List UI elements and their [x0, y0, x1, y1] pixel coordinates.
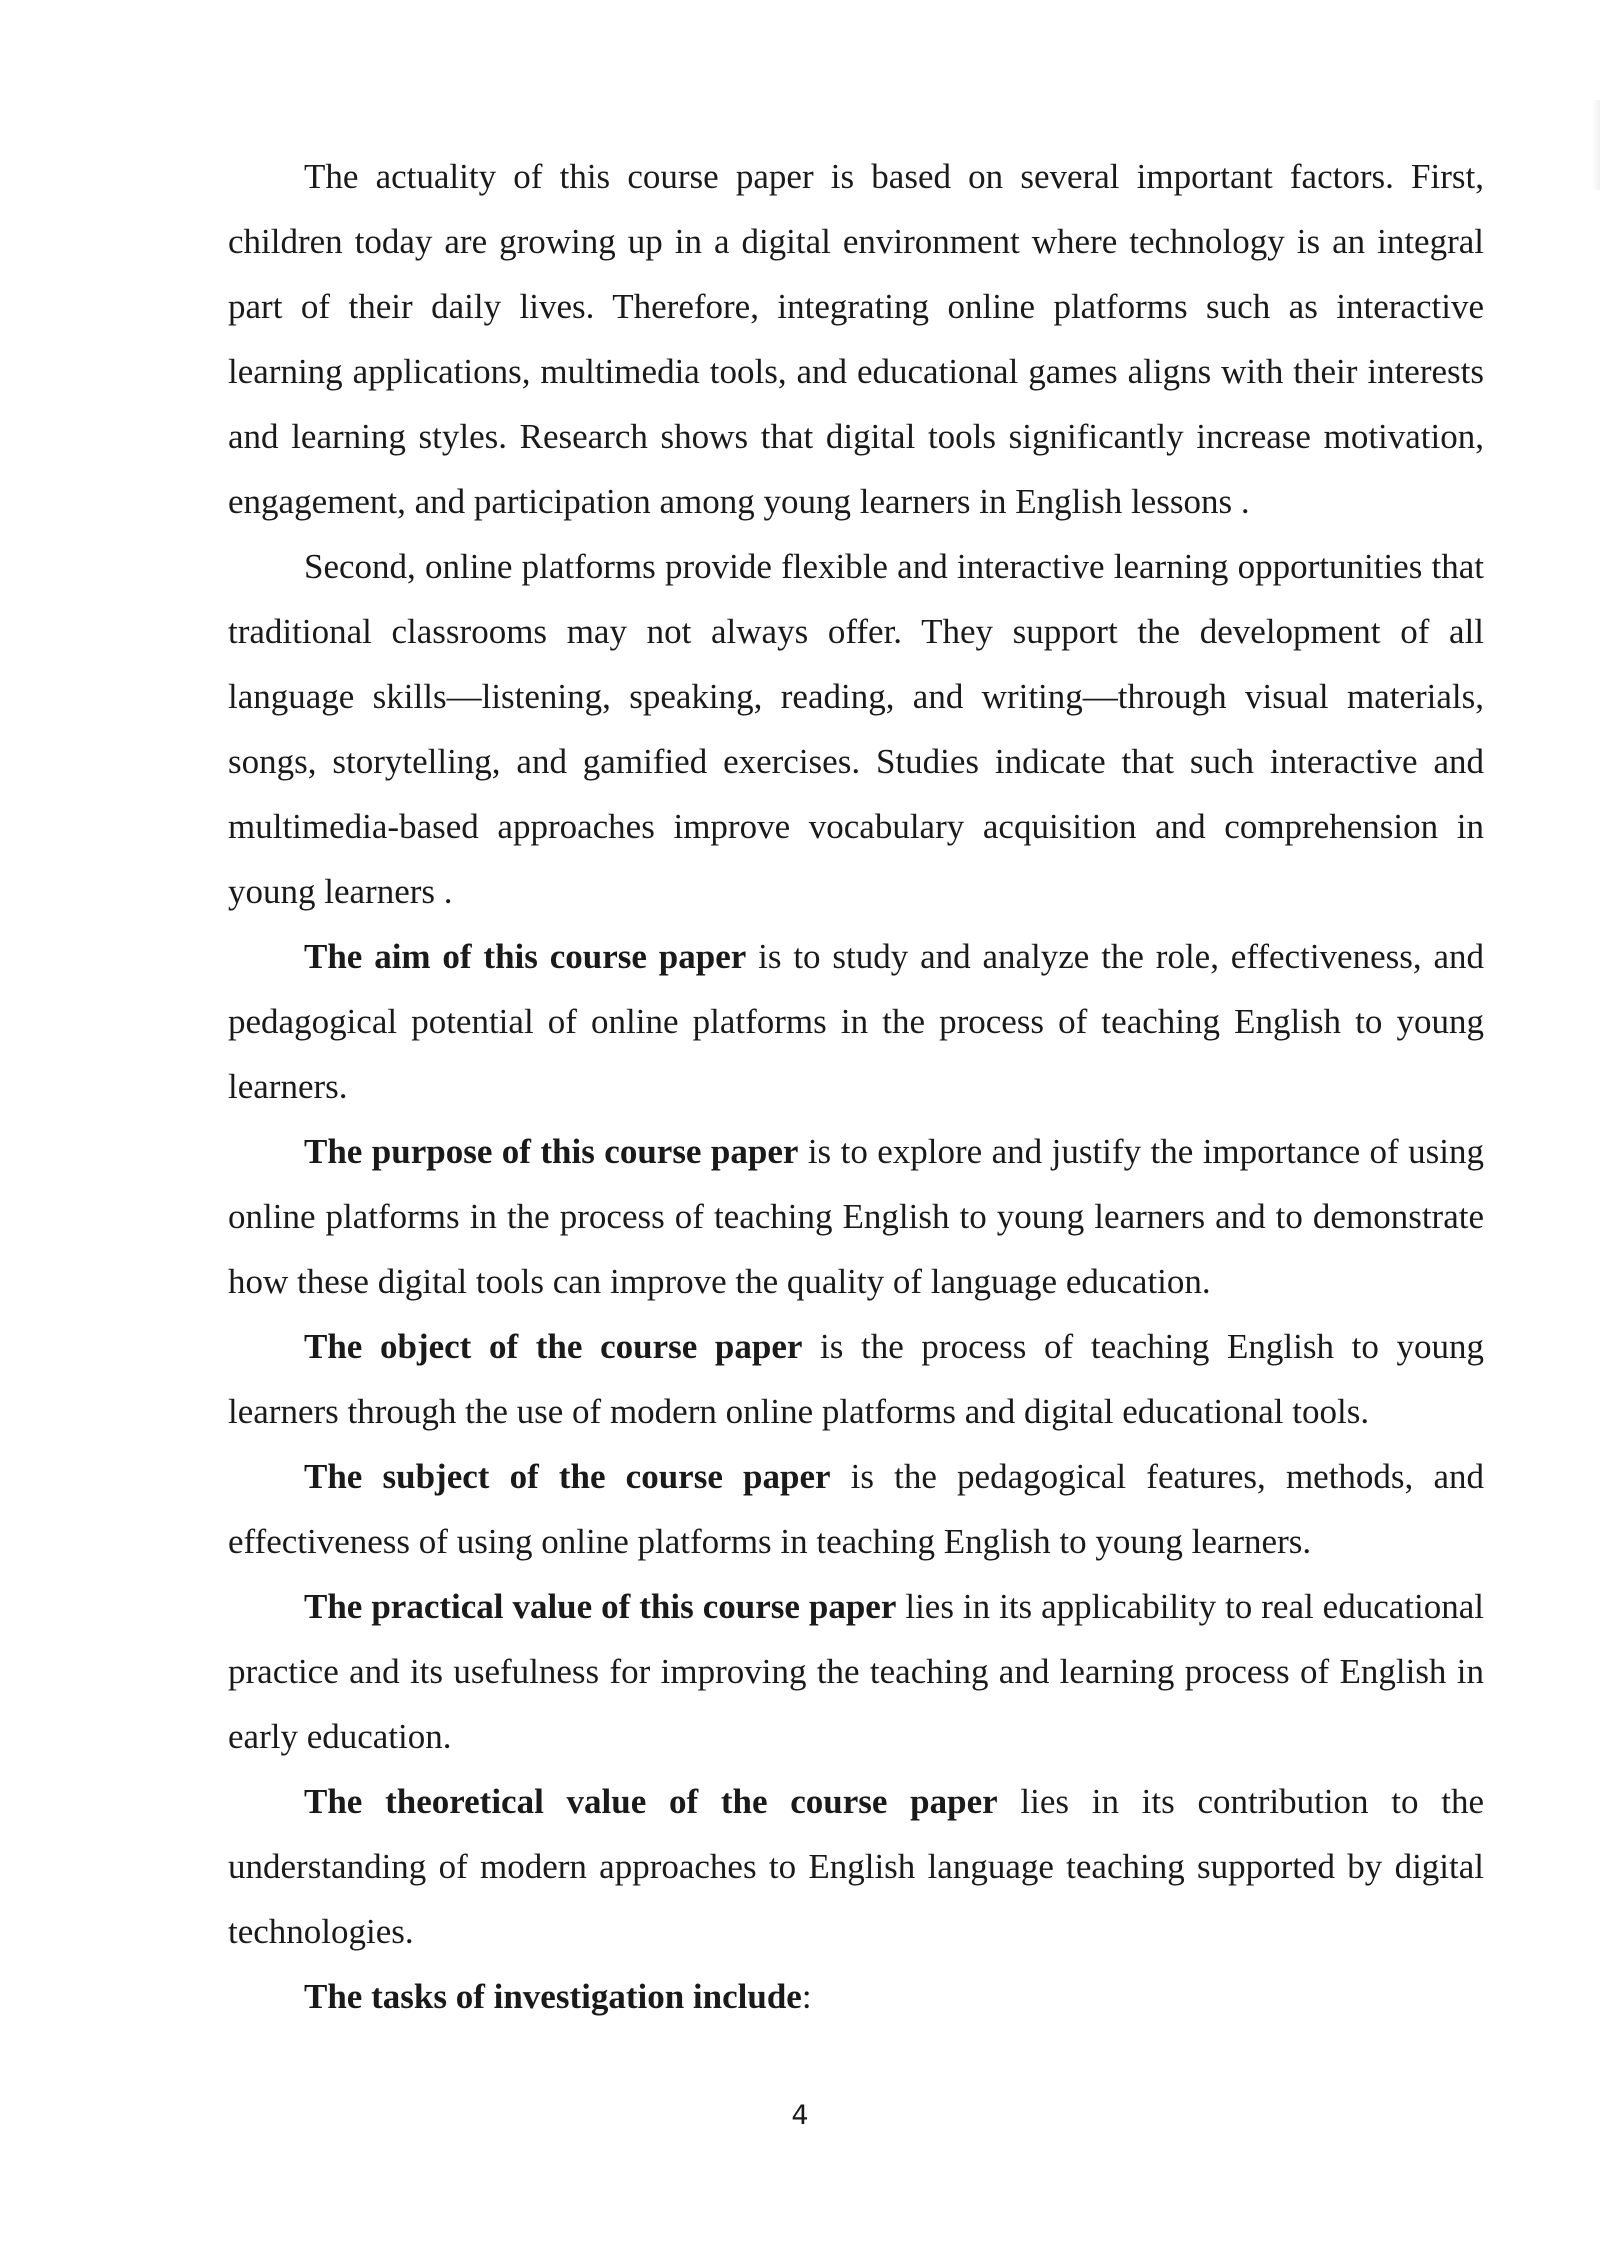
page-number: 4: [791, 2100, 809, 2131]
paragraph-object: [228, 1314, 1484, 1444]
object-term: The object of the course paper: [304, 1327, 803, 1366]
subject-term: The subject of the course paper: [304, 1457, 831, 1496]
purpose-term: The purpose of this course paper: [304, 1132, 799, 1171]
purpose-text: is to explore and justify the importance of using online platforms in the process of teaching English to young learners and to demonstrate how these digital tools can improve the quality of language education.: [228, 1132, 1484, 1301]
object-text: is the process of teaching English to young learners through the use of modern online platforms and digital educational tools.: [228, 1327, 1484, 1431]
tasks-term: The tasks of investigation include: [304, 1977, 802, 2016]
paragraph-theoretical-value: [228, 1769, 1484, 1964]
body-text: [228, 144, 1484, 2029]
aim-term: The aim of this course paper: [304, 937, 747, 976]
paragraph-subject: [228, 1444, 1484, 1574]
practical-value-term: The practical value of this course paper: [304, 1587, 897, 1626]
page-edge-shadow: [1592, 100, 1600, 190]
paragraph-tasks: [228, 1964, 1484, 2029]
subject-text: is the pedagogical features, methods, and effectiveness of using online platforms in teaching English to young learners.: [228, 1457, 1484, 1561]
aim-text: is to study and analyze the role, effectiveness, and pedagogical potential of online platforms in the process of teaching English to young learners.: [228, 937, 1484, 1106]
theoretical-value-term: The theoretical value of the course paper: [304, 1782, 998, 1821]
practical-value-text: lies in its applicability to real educational practice and its usefulness for improving the teaching and learning process of English in early education.: [228, 1587, 1484, 1756]
theoretical-value-text: lies in its contribution to the understanding of modern approaches to English language teaching supported by digital technologies.: [228, 1782, 1484, 1951]
paragraph-actuality-text: The actuality of this course paper is based on several important factors. First, children today are growing up in a digital environment where technology is an integral part of their daily lives. Therefore, integrating online platforms such as interactive learning applications, multimedia tools, and educational games aligns with their interests and learning styles. Research shows that digital tools significantly increase motivation, engagement, and participation among young learners in English lessons .: [228, 157, 1484, 521]
paragraph-second: [228, 534, 1484, 924]
paragraph-aim: [228, 924, 1484, 1119]
tasks-text: :: [801, 1977, 812, 2016]
paragraph-second-text: Second, online platforms provide flexible and interactive learning opportunities that traditional classrooms may not always offer. They support the development of all language skills—listening, speaking, reading, and writing—through visual materials, songs, storytelling, and gamified exercises. Studies indicate that such interactive and multimedia-based approaches improve vocabulary acquisition and comprehension in young learners .: [228, 547, 1484, 911]
paragraph-purpose: [228, 1119, 1484, 1314]
paragraph-practical-value: [228, 1574, 1484, 1769]
paragraph-actuality: [228, 144, 1484, 534]
